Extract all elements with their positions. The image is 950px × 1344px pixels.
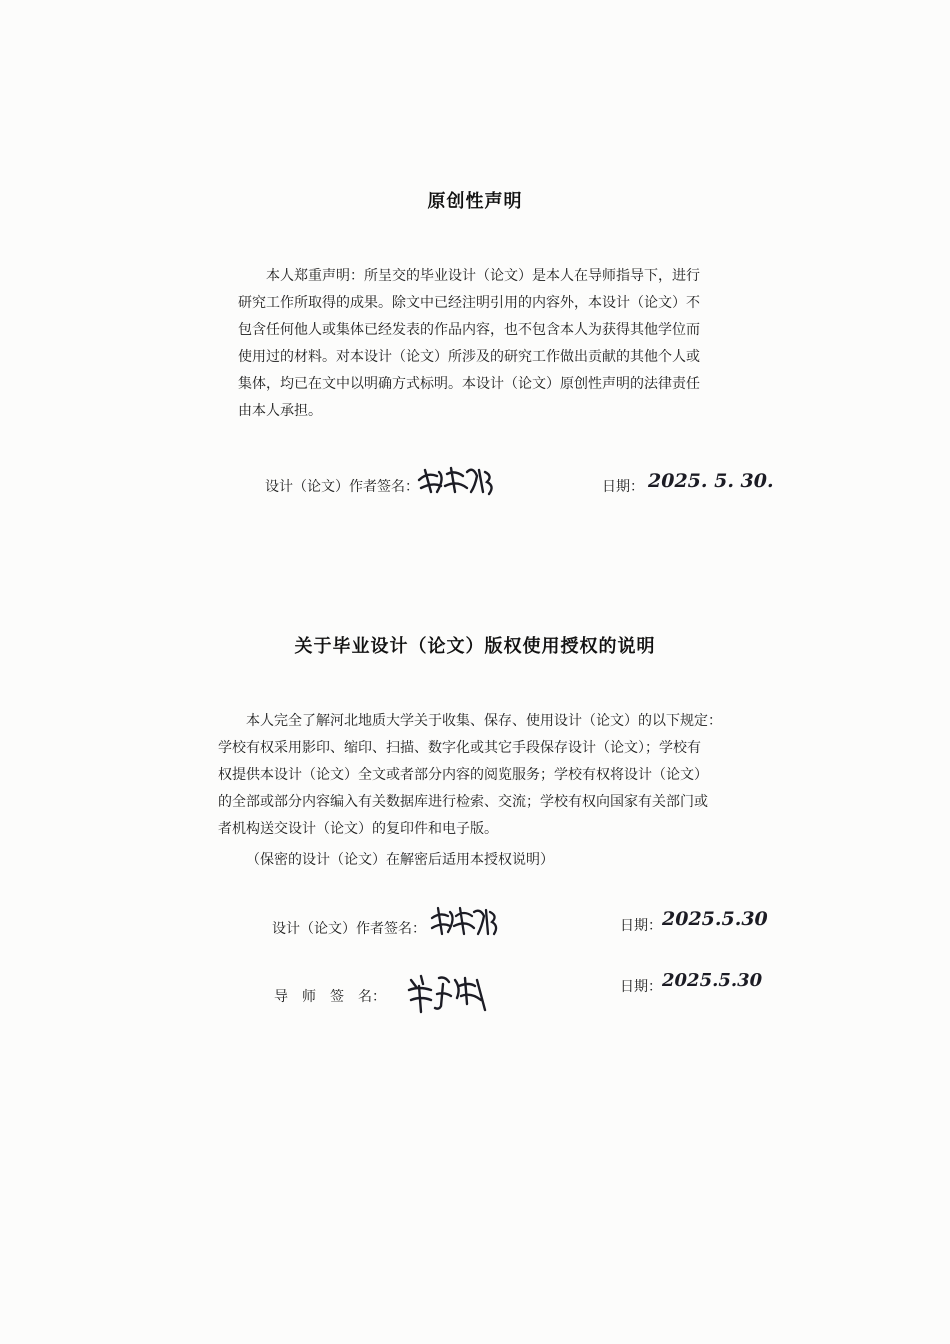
authorization-line: 的全部或部分内容编入有关数据库进行检索、交流；学校有权向国家有关部门或: [218, 794, 708, 810]
authorization-line: 者机构送交设计（论文）的复印件和电子版。: [218, 821, 498, 837]
advisor-date-value: 2025.5.30: [662, 970, 763, 991]
authorization-author-date-value: 2025.5.30: [662, 908, 768, 930]
declaration-title: 原创性声明: [427, 191, 523, 212]
declaration-line: 包含任何他人或集体已经发表的作品内容，也不包含本人为获得其他学位而: [238, 322, 700, 338]
authorization-note: （保密的设计（论文）在解密后适用本授权说明）: [246, 852, 554, 868]
advisor-label: 导 师 签 名：: [274, 989, 386, 1005]
declaration-date-label: 日期：: [602, 479, 644, 495]
authorization-line: 学校有权采用影印、缩印、扫描、数字化或其它手段保存设计（论文）；学校有: [218, 740, 701, 756]
authorization-author-date-label: 日期：: [620, 918, 662, 934]
declaration-date-value: 2025. 5. 30.: [648, 470, 774, 492]
authorization-author-label: 设计（论文）作者签名：: [272, 921, 426, 937]
declaration-line: 研究工作所取得的成果。除文中已经注明引用的内容外，本设计（论文）不: [238, 295, 700, 311]
authorization-body: [218, 708, 758, 843]
author-signature-2: [428, 904, 500, 940]
author-signature-1: [415, 462, 501, 498]
advisor-date-label: 日期：: [620, 979, 662, 995]
declaration-line: 使用过的材料。对本设计（论文）所涉及的研究工作做出贡献的其他个人或: [238, 349, 700, 365]
authorization-title: 关于毕业设计（论文）版权使用授权的说明: [294, 636, 656, 657]
declaration-author-label: 设计（论文）作者签名：: [265, 479, 419, 495]
authorization-line: 权提供本设计（论文）全文或者部分内容的阅览服务；学校有权将设计（论文）: [218, 767, 708, 783]
declaration-body: [238, 263, 738, 425]
declaration-line: 集体，均已在文中以明确方式标明。本设计（论文）原创性声明的法律责任: [238, 376, 700, 392]
authorization-line: 本人完全了解河北地质大学关于收集、保存、使用设计（论文）的以下规定：: [246, 713, 722, 729]
advisor-signature: [405, 970, 493, 1016]
declaration-line: 本人郑重声明：所呈交的毕业设计（论文）是本人在导师指导下，进行: [266, 268, 700, 284]
declaration-line: 由本人承担。: [238, 403, 322, 419]
